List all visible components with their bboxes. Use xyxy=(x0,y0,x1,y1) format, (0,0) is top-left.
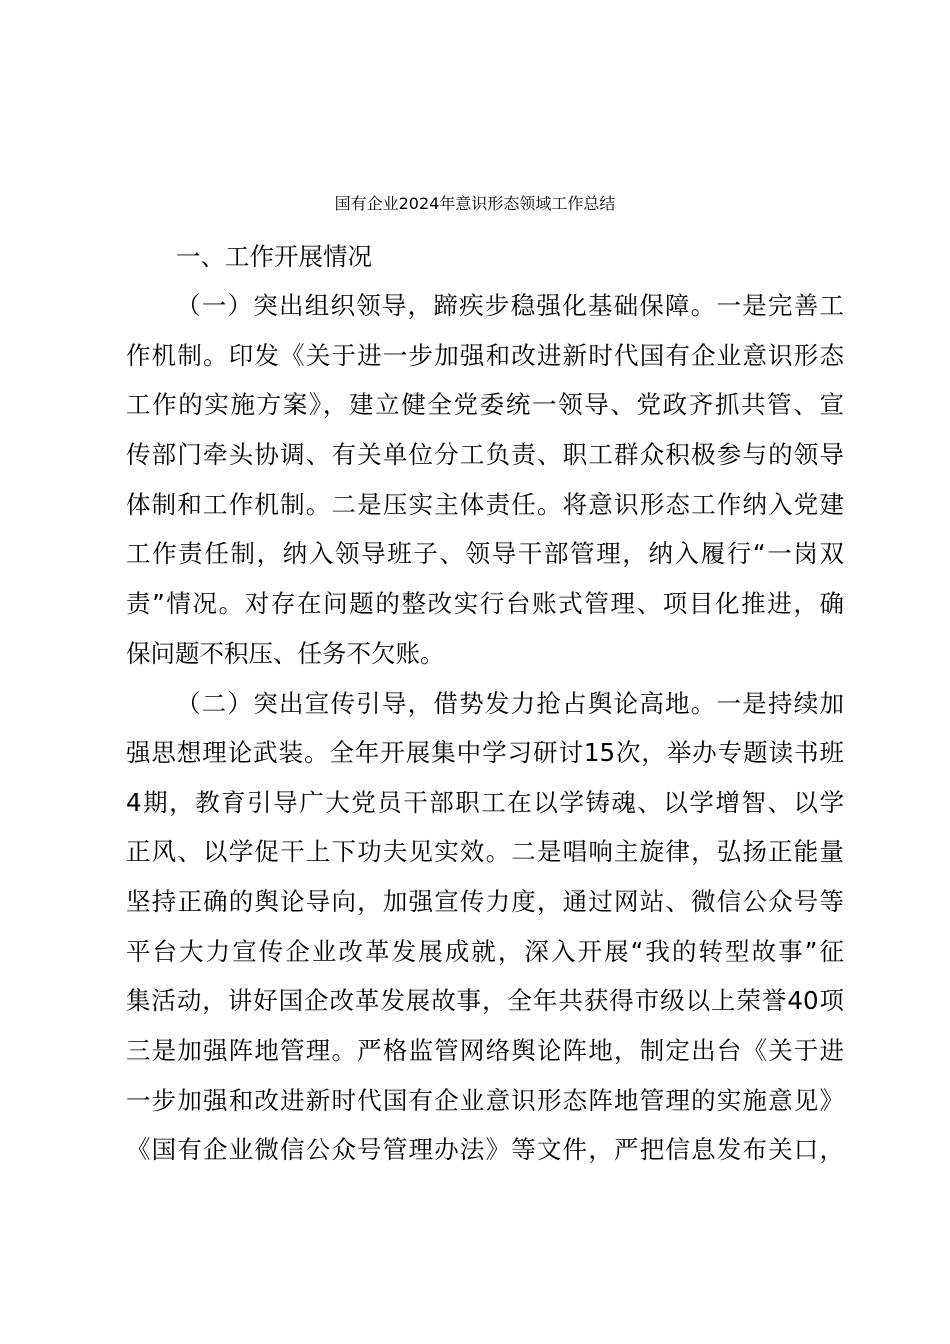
paragraph-line: 一步加强和改进新时代国有企业意识形态阵地管理的实施意见》 xyxy=(126,1086,844,1115)
paragraph-line: 正风、以学促干上下功夫见实效。二是唱响主旋律，弘扬正能量 xyxy=(126,837,844,866)
paragraph-line: 体制和工作机制。二是压实主体责任。将意识形态工作纳入党建 xyxy=(126,490,844,519)
paragraph-line: 《国有企业微信公众号管理办法》等文件，严把信息发布关口， xyxy=(126,1135,844,1164)
paragraph-line: 坚持正确的舆论导向，加强宣传力度，通过网站、微信公众号等 xyxy=(126,887,844,916)
paragraph-line: 集活动，讲好国企改革发展故事，全年共获得市级以上荣誉40项 xyxy=(126,986,844,1015)
paragraph-line: 作机制。印发《关于进一步加强和改进新时代国有企业意识形态 xyxy=(126,341,844,370)
paragraph-line: 工作的实施方案》，建立健全党委统一领导、党政齐抓共管、宣 xyxy=(126,390,844,419)
paragraph-line: 4期，教育引导广大党员干部职工在以学铸魂、以学增智、以学 xyxy=(126,788,844,817)
paragraph-line: （一）突出组织领导，蹄疾步稳强化基础保障。一是完善工 xyxy=(176,291,844,320)
paragraph-line: 平台大力宣传企业改革发展成就，深入开展“我的转型故事”征 xyxy=(126,937,844,966)
paragraph-line: 三是加强阵地管理。严格监管网络舆论阵地，制定出台《关于进 xyxy=(126,1036,844,1065)
paragraph-line: 强思想理论武装。全年开展集中学习研讨15次，举办专题读书班 xyxy=(126,738,844,767)
paragraph-line: 传部门牵头协调、有关单位分工负责、职工群众积极参与的领导 xyxy=(126,440,844,469)
document-title: 国有企业2024年意识形态领域工作总结 xyxy=(334,194,616,213)
section-heading: 一、工作开展情况 xyxy=(176,242,372,271)
paragraph-line: 工作责任制，纳入领导班子、领导干部管理，纳入履行“一岗双 xyxy=(126,539,844,568)
paragraph-line: 保问题不积压、任务不欠账。 xyxy=(126,639,445,668)
paragraph-line: （二）突出宣传引导，借势发力抢占舆论高地。一是持续加 xyxy=(176,689,844,718)
paragraph-line: 责”情况。对存在问题的整改实行台账式管理、项目化推进，确 xyxy=(126,589,844,618)
